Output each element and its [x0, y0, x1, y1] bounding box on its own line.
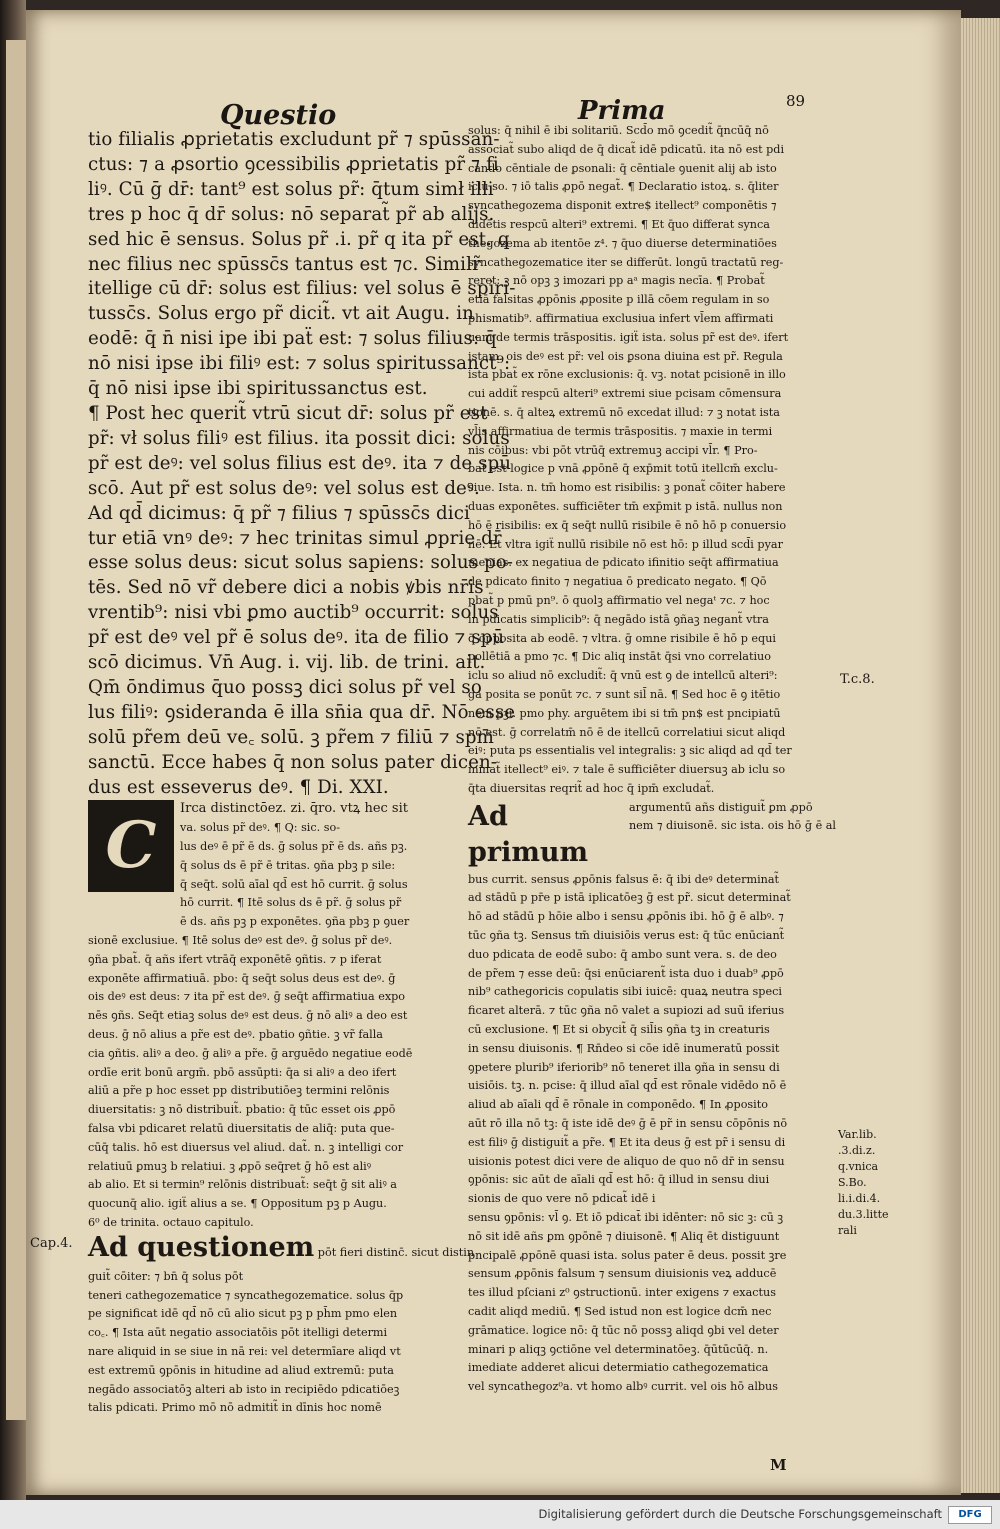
- text-line: ¶ Post hec querit̃ vtrū sicut dr̄: solus pr̃ est: [88, 402, 488, 424]
- text-line: duas exponētes. sufficiēter tm̄ exp̄mit p istā. nullus non: [468, 499, 783, 513]
- text-line: pollētiā a pmo ⁊c. ¶ Dic aliq instāt q̄si vno correlatiuo: [468, 650, 771, 664]
- text-line: ab alio. Et si termin⁹ relōnis distribuat̃: seq̄t ḡ sit aliꝰ a: [88, 1178, 397, 1192]
- text-line: vel syncathegoz⁰a. vt homo albꝰ currit. vel ois hō albus: [468, 1380, 779, 1394]
- text-line: associat̃ subo aliqd de q̄ dicat̃ idē pdicatū. ita nō est pdi: [468, 142, 785, 156]
- text-line: solū pr̃em deū ve꜀ solū. ꝫ pr̃em ⁊ filiū ⁊ spm̄: [88, 726, 494, 748]
- heading-continuation: [629, 799, 836, 837]
- text-line: minat̃ itellect⁹ eiꝰ. ⁊ tale ē sufficiēter diuersuꝫ ab iclu so: [468, 763, 786, 777]
- margin-note-right-1: T.c.8.: [840, 672, 875, 687]
- text-line: ois deꝰ est deus: ⁊ ita pr̃ est deꝰ. ḡ seq̄t affirmatiua expo: [88, 990, 406, 1004]
- text-line: Irca distinctōez. zi. q̄ro. vtꝝ hec sit: [180, 801, 408, 817]
- text-line: iclu so. ⁊ iō talis ꝓpō negat̃. ¶ Declaratio istoꝝ. s. q̄liter: [468, 180, 779, 194]
- text-line: relatiuū ꝑmuꝫ b relatiui. ꝫ ꝓpō seq̄ret ḡ hō est aliꝰ: [88, 1159, 372, 1173]
- margin-note-line: du.3.litte: [838, 1208, 889, 1221]
- text-line: ē ds. añs pꝫ p exponētes. ꝯña pbꝫ p ꝯuer: [180, 915, 410, 929]
- margin-note-line: q.vnica: [838, 1160, 879, 1173]
- text-line: sionis de quo vere nō pdicat̃ idē i: [468, 1192, 656, 1206]
- funding-notice: Digitalisierung gefördert durch die Deutsche Forschungsgemeinschaft: [538, 1507, 942, 1521]
- text-line: scō. Aut pr̃ est solus deꝰ: vel solus est deꝰ.: [88, 477, 480, 499]
- text-line: lus deꝰ ē pr̃ ē ds. ḡ solus pr̃ ē ds. añs pꝫ.: [180, 840, 408, 854]
- section-ad-primum: [468, 799, 836, 871]
- text-line: q̄ solus ds ē pr̃ ē tritas. ꝯña pbꝫ p sile:: [180, 858, 396, 872]
- text-line: syncathegozematice iter se differūt. longū tractatū reg-: [468, 255, 784, 269]
- text-line: pe significat idē qd̄ nō cū alio sicut pꝫ p ph̄m pmo elen: [88, 1307, 398, 1321]
- margin-note-left: Cap.4.: [30, 1236, 73, 1251]
- margin-note-line: S.Bo.: [838, 1176, 867, 1189]
- text-line: nib⁹ cathegoricis copulatis sibi iuicē: quaꝝ neutra speci: [468, 985, 782, 999]
- margin-note-line: Var.lib.: [838, 1128, 877, 1141]
- digitization-footer: [0, 1500, 1000, 1529]
- text-line: iclu so aliud nō excludit̃: q̄ vnū est ꝯ de intellcū alteri⁹:: [468, 669, 778, 683]
- text-line: bat̃ est logice p vnā ꝓpōnē q̄ exp̄mit totū itellcm̄ exclu-: [468, 462, 778, 476]
- text-line: ꝯpōnis: sic aūt de aīali qd̄ est hō: q̄ illud in sensu diui: [468, 1173, 770, 1187]
- text-line: hō currit. ¶ Itē solus ds ē pr̃. ḡ solus pr̃: [180, 896, 402, 910]
- section-heading: Ad questionem: [88, 1231, 315, 1263]
- text-line: aliud ab aīali qd̄ ē rōnale in componēdo. ¶ In ꝓposito: [468, 1098, 768, 1112]
- text-line: exponēte affirmatiuā. pbo: q̄ seq̄t solus deus est deꝰ. ḡ: [88, 971, 396, 985]
- margin-note-line: rali: [838, 1224, 857, 1237]
- text-line: in sensu diuisonis. ¶ Rn̄deo si cōe idē inumeratū possit: [468, 1041, 780, 1055]
- text-line: aūt rō illa nō tꝫ: q̄ iste idē deꝰ ḡ ē pr̃ in sensu cōpōnis nō: [468, 1117, 788, 1131]
- text-line: sionē exclusiue. ¶ Itē solus deꝰ est deꝰ. ḡ solus pr̃ deꝰ.: [88, 934, 393, 948]
- text-line: nō nisi ipse ibi filiꝰ est: ⁊ solus spiritussanct⁹:: [88, 353, 511, 375]
- signature-mark: M: [770, 1456, 787, 1474]
- text-line: 6⁰ de trinita. octauo capitulo.: [88, 1216, 254, 1229]
- text-line: reret: ꝫ nō opꝫ ꝫ imozari pp aᵃ magis necīa. ¶ Probat̃: [468, 274, 765, 288]
- text-line: aliū a pr̃e p hoc esset pp distributiōeꝫ termini relōnis: [88, 1084, 390, 1098]
- text-line: uam de termis trāspositis. igiẗ ista. solus pr̃ est deꝰ. ifert: [468, 330, 789, 344]
- text-line: ctus: ⁊ a ꝓsortio ꝯcessibilis ꝓprietatis pr̃ ⁊ fi: [88, 153, 499, 175]
- text-line: cia ꝯñtis. aliꝰ a deo. ḡ aliꝰ a pr̃e. ḡ arguēdo negatiue eodē: [88, 1046, 413, 1060]
- text-line: siue. Ista. n. tm̄ homo est risibilis: ꝫ ponat̃ cōiter habere: [468, 481, 786, 495]
- text-line: solus: q̄ nihil ē ibi solitariū. Scd̄o mō ꝯcedit̃ q̄ncūq̄ nō: [468, 124, 769, 137]
- text-line: nem pꝫi. pmo phy. arguētem ibi si tm̄ pn$ est pncipiatū: [468, 706, 781, 720]
- running-head-right: Prima: [578, 96, 666, 126]
- text-line: est extremū ꝯpōnis in hitudine ad aliud extremū: puta: [88, 1363, 394, 1377]
- text-line: lus filiꝰ: ꝯsideranda ē illa sn̄ia qua dr̄. Nō esse: [88, 701, 516, 723]
- text-line: nē. Et vltra igiẗ nullū risibile nō est hō: p illud scd̄i pyar: [468, 537, 783, 551]
- text-line: cū exclusione. ¶ Et si obycit̃ q̄ sil̄is ꝯña tꝫ in creaturis: [468, 1023, 770, 1037]
- text-line: in pdicatis simplicib⁹: q̄ negādo istā ꝯñaꝫ negant̃ vtra: [468, 612, 769, 626]
- section-heading: Ad primum: [468, 800, 589, 868]
- text-line: sensum ꝓpōnis falsum ⁊ sensum diuisionis veꝝ adducē: [468, 1267, 777, 1281]
- text-line: pr̃ est deꝰ vel pr̃ ē solus deꝰ. ita de filio ⁊ spū: [88, 627, 505, 649]
- text-line: co꜀. ¶ Ista aūt negatio associatōis pōt itelligi determi: [88, 1326, 388, 1340]
- margin-note-line: .3.di.z.: [838, 1144, 876, 1157]
- text-line: diuersitatis: ꝫ nō distribuit̃. pbatio: q̄ tūc esset ois ꝓpō: [88, 1103, 396, 1117]
- text-line: imediate adderet alicui determiatio cathegozematica: [468, 1361, 769, 1375]
- text-line: tionē. s. q̄ alteꝝ extremū nō excedat illud: ⁊ ꝫ notat ista: [468, 405, 780, 419]
- text-line: tur etiā vnꝰ deꝰ: ⁊ hec trinitas simul ꝓprie dr̄: [88, 527, 502, 549]
- text-line: pr̃: vł solus filiꝰ est filius. ita possit dici: solus: [88, 427, 510, 449]
- text-line: ꝯña pbat̃. q̄ añs ifert vtrāq̄ exponētē ꝯñtis. ⁊ p iferat: [88, 952, 382, 966]
- text-line: thegozema ab itentōe z⁴. ⁊ q̄uo diuerse determinatiōes: [468, 236, 777, 250]
- text-line: cūq̄ talis. hō est diuersus vel aliud. dat̃. n. ꝫ intelligi cor: [88, 1140, 404, 1154]
- text-line: nare aliquid in se siue in nā rei: vel determīare aliqd vt: [88, 1344, 401, 1358]
- text-line: sensu ꝯpōnis: vl̄ ꝯ. Et iō pdicat̄ ibi idēnter: nō sic ꝫ: cū ꝫ: [468, 1211, 784, 1225]
- text-line: ordīe erit bonū argm̄. pbō assūpti: q̄a si aliꝰ a deo ifert: [88, 1065, 397, 1079]
- facing-page-sliver: [6, 40, 28, 1420]
- text-line: nō sit idē añs ꝑm ꝯpōnē ⁊ diuisonē. ¶ Aliq ēt distiguunt: [468, 1229, 780, 1243]
- text-line: syncathegozema disponit extre$ itellect⁹ componētis ⁊: [468, 199, 777, 213]
- right-column: [468, 122, 836, 1397]
- text-line: talis pdicati. Primo mō nō admitit̃ in dīnis hoc nomē: [88, 1401, 382, 1415]
- text-line: liꝰ. Cū ḡ dr̄: tant⁹ est solus pr̃: q̄tum simł illi: [88, 178, 494, 200]
- text-line: cui addit̃ respcū alteri⁹ extremi siue pcisam cōmensura: [468, 387, 782, 401]
- text-line: vl̄is affirmatiua de termis trāspositis. ⁊ maxie in termi: [468, 424, 773, 438]
- text-line: nem ⁊ diuisonē. sic ista. ois hō ḡ ē al: [628, 819, 836, 833]
- text-line: quocunq̄ alio. igiẗ alius a se. ¶ Oppositum pꝫ p Augu.: [88, 1197, 387, 1211]
- text-line: istam. ois deꝰ est pr̃: vel ois ꝑsona diuina est pr̃. Regula: [468, 349, 783, 363]
- text-line: phismatib⁹. affirmatiua exclusiua infert vl̄em affirmati: [468, 311, 774, 325]
- text-line: uisionis potest dici vere de aliquo de quo nō dr̄ in sensu: [468, 1154, 785, 1168]
- text-line: argumentū añs distiguit̃ ꝑm ꝓpō: [628, 800, 813, 814]
- text-line: tussc̄s. Solus ergo pr̃ dicit̃. vt ait Augu. in: [88, 303, 474, 325]
- text-line: teneri cathegozematice ⁊ syncathegozematice. solus q̄p: [88, 1288, 404, 1302]
- text-line: tes illud pſciani z⁰ ꝯstructionū. inter exigens ⁊ exactus: [468, 1286, 776, 1300]
- text-line: nec filius nec spūssc̄s tantus est ⁊c. Similr̃: [88, 253, 481, 275]
- text-line: pncipalē ꝓpōnē quasi ista. solus pater ē deus. possit ꝫre: [468, 1248, 787, 1262]
- text-line: q̄ seq̄t. solū aīal qd̄ est hō currit. ḡ solus: [180, 877, 408, 891]
- text-line: tres p hoc q̄ dr̄ solus: nō separat̃ pr̃ ab alijs.: [88, 203, 495, 225]
- text-line: guit̃ cōiter: ⁊ bn̄ q̄ solus pōt: [88, 1269, 244, 1283]
- text-line: nō est. ḡ correlatm̄ nō ē de itellcū correlatiui sicut aliqd: [468, 725, 786, 739]
- text-line: hō ē risibilis: ex q̄ seq̄t nullū risibile ē nō hō p conuersio: [468, 518, 787, 532]
- text-line: etiā falsitas ꝓpōnis ꝓposite p illā cōem regulam in so: [468, 293, 770, 307]
- text-line: est filiꝰ ḡ distiguit̃ a pr̃e. ¶ Et ita deus ḡ est pr̃ i sensu di: [468, 1135, 786, 1149]
- heading-continuation: pōt fieri distinc̄. sicut distin: [314, 1245, 475, 1259]
- text-line: didētis respcū alteri⁹ extremi. ¶ Et q̄uo differat synca: [468, 217, 770, 231]
- text-line: q̄ nō nisi ipse ibi spiritussanctus est.: [88, 378, 428, 400]
- page-stack-right: [958, 18, 1000, 1493]
- margin-note-right-2: [838, 1127, 889, 1239]
- text-line: falsa vbi pdicaret relatū diuersitatis de aliq̄: puta que-: [88, 1122, 395, 1136]
- text-line: de pdicato finito ⁊ negatiua ō predicato negato. ¶ Qō: [468, 575, 767, 589]
- text-line: sanctū. Ecce habes q̄ non solus pater dicen-: [88, 751, 498, 773]
- text-line: deus. ḡ nō alius a pr̃e est deꝰ. pbatio ꝯñtie. ꝫ vr̃ falla: [88, 1028, 383, 1042]
- text-line: q̄ opposita ab eodē. ⁊ vltra. ḡ omne risibile ē hō p equi: [468, 631, 776, 645]
- text-line: ista pbat̃ ex rōne exclusionis: q̄. vꝫ. notat pcisionē in illo: [468, 368, 786, 382]
- text-line: menias. ex negatiua de pdicato ifinitio seq̄t affirmatiua: [468, 556, 779, 570]
- text-line: grāmatice. logice nō: q̄ tūc nō possꝫ aliqd ꝯbi vel deter: [468, 1323, 779, 1337]
- folio-number: 89: [786, 92, 806, 110]
- text-line: tūc ꝯña tꝫ. Sensus tm̄ diuisiōis verus est: q̄ tūc enūciant̃: [468, 929, 785, 943]
- text-line: duo pdicata de eodē subo: q̄ ambo sunt vera. s. de deo: [468, 947, 777, 961]
- text-line: cando cēntiale de ꝑsonali: q̄ cēntiale ꝯuenit alij ab isto: [468, 161, 777, 175]
- text-line: pbat̃ p pmū pn⁹. ō quolꝫ affirmatio vel negaᵗ ⁊c. ⁊ hoc: [468, 593, 770, 607]
- text-line: bus currit. sensus ꝓpōnis falsus ē: q̄ ibi deꝰ determinat̃: [468, 872, 780, 886]
- text-line: cadit aliqd mediū. ¶ Sed istud non est logice dcm̄ nec: [468, 1305, 772, 1319]
- text-line: ga posita se ponūt ⁊c. ⁊ sunt sil̄ nā. ¶ Sed hoc ē ꝯ itētio: [468, 687, 781, 701]
- text-line: sed hic ē sensus. Solus pr̃ .i. pr̃ q ita pr̃ est. q: [88, 228, 510, 250]
- dfg-logo: DFG: [948, 1506, 992, 1524]
- text-line: tio filialis ꝓprietatis excludunt pr̃ ⁊ spūssan-: [88, 129, 500, 150]
- text-line: negādo associatōꝫ alteri ab isto in recipiēdo pdicatiōeꝫ: [88, 1382, 400, 1396]
- text-line: ad stādū p pr̄e p istā iplicatōeꝫ ḡ est pr̃. sicut determinat̃: [468, 891, 791, 905]
- text-line: uisiōis. tꝫ. n. pcise: q̄ illud aīal qd̄ est rōnale vidēdo nō ē: [468, 1079, 787, 1093]
- text-line: ꝯpetere plurib⁹ iferiorib⁹ nō teneret illa ꝯña in sensu di: [468, 1060, 780, 1074]
- text-line: nēs ꝯñs. Seq̄t etiaꝫ solus deꝰ est deus. ḡ nō aliꝰ a deo est: [88, 1009, 408, 1023]
- text-line: dus est esseverus deꝰ. ¶ Di. XXI.: [88, 776, 389, 798]
- text-line: q̄ta diuersitas reqrit̃ ad hoc q̄ ipm̄ excludat̃.: [468, 781, 715, 795]
- text-line: vrentib⁹: nisi vbi ꝑmo auctib⁹ occurrit: solus: [88, 602, 499, 624]
- text-line: pr̃ est deꝰ: vel solus filius est deꝰ. ita ⁊ de spū: [88, 452, 512, 474]
- text-line: de pr̃em ⁊ esse deū: q̄si enūciarent̃ ista duo i duab⁹ ꝓpō: [468, 966, 784, 980]
- section-ad-questionem: [88, 1231, 475, 1268]
- text-line: nis cōibus: vbi pōt vtrūq̄ extremuꝫ accipi vl̄r. ¶ Pro-: [468, 443, 758, 457]
- initial-block: [88, 800, 458, 932]
- text-line: minari p aliqꝫ ꝯctiōne vel determinatōeꝫ. q̄ūtūcūq̄. n.: [468, 1342, 769, 1356]
- text-line: itellige cū dr̄: solus est filius: vel solus ē spiri-: [88, 278, 516, 300]
- decorated-initial: C: [88, 800, 174, 892]
- text-line: eiꝰ: puta ps essentialis vel integralis: ꝫ sic aliqd ad qd̄ ter: [468, 744, 792, 758]
- left-column: [88, 128, 516, 1418]
- text-line: tēs. Sed nō vr̃ debere dici a nobis ꝟbis nr̄is: [88, 577, 484, 599]
- margin-note-line: li.i.di.4.: [838, 1192, 881, 1205]
- text-line: va. solus pr̃ deꝰ. ¶ Q: sic. so-: [180, 821, 341, 835]
- text-line: Ad qd̄ dicimus: q̄ pr̃ ⁊ filius ⁊ spūssc̄s dici: [88, 502, 470, 524]
- initial-lines: [180, 800, 409, 932]
- text-line: eodē: q̄ n̄ nisi ipe ibi paẗ est: ⁊ solus filius: q̄: [88, 328, 497, 350]
- text-line: ficaret alterā. ⁊ tūc ꝯña nō valet a supiozi ad suū iferius: [468, 1004, 785, 1018]
- running-head-left: Questio: [220, 100, 337, 131]
- text-line: Qm̄ ōndimus q̄uo possꝫ dici solus pr̃ vel so: [88, 676, 482, 698]
- text-line: scō dicimus. Vn̄ Aug. i. vij. lib. de trini. ait.: [88, 652, 486, 674]
- text-line: hō ad stādū p hōie albo i sensu ꝓpōnis ibi. hō ḡ ē albꝰ. ⁊: [468, 910, 784, 924]
- text-line: esse solus deus: sicut solus sapiens: solus po-: [88, 552, 514, 574]
